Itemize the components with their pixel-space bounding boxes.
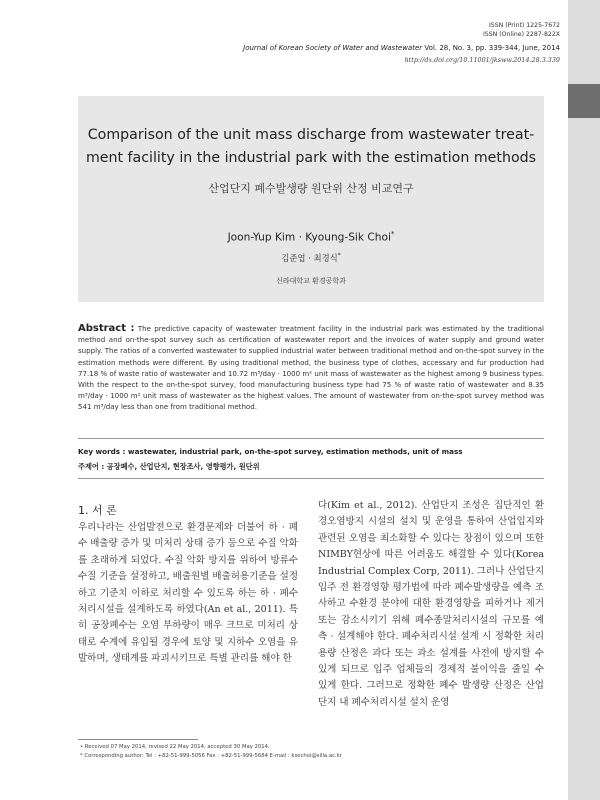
keywords-ko: 주제어 : 공장폐수, 산업단지, 현장조사, 영향평가, 원단위 [78,462,260,471]
corresponding-mark-en: * [390,230,395,238]
title-line-2: ment facility in the industrial park with the estimation methods [85,150,537,166]
footnote-divider [78,739,198,740]
body-left-column: 우리나라는 산업발전으로 환경문제와 더불어 하 · 폐수 배출량 증가 및 미처리 상태 증가 등으로 수질 악화를 초래하게 되었다. 수질 악화 방지를 위하여 방류수 수질 기준을 설정하고, 배출원별 배출허용기준을 설정하고 기준치 이하로 처리할 수 있도록 하는 하 · 폐수 처리시설을 설계하도록 하였다(An et al., 2011). 특히 공장폐수는 오염 부하량이 매우 크므로 미처리 상태로 수계에 유입될 경우에 토양 및 지하수 오염을 유발하며, 생태계를 파괴시키므로 특별 관리를 해야 한 [78,522,299,665]
issn-print: ISSN (Print) 1225-7672 [488,22,560,29]
divider-top [78,438,544,439]
journal-name: Journal of Korean Society of Water and Wastewater [243,44,423,52]
authors-en-text: Joon-Yup Kim · Kyoung-Sik Choi [227,231,391,244]
volume-info: Vol. 28, No. 3, pp. 339-344, June, 2014 [422,44,560,52]
affiliation: 신라대학교 환경공학과 [276,277,346,285]
doi-link[interactable]: http://dx.doi.org/10.11001/jksww.2014.28.3.339 [404,56,560,64]
keywords-en: Key words : wastewater, industrial park, on-the-spot survey, estimation methods, unit of mass [78,447,463,456]
authors-ko-text: 김준엽 · 최경식 [281,253,338,263]
margin-tab [568,84,600,118]
body-right-column: 다(Kim et al., 2012). 산업단지 조성은 집단적인 환경오염방지 시설의 설치 및 운영을 통하여 산업입지와 관련된 오염을 최소화할 수 있다는 장점이 있으며 또한 NIMBY현상에 따른 어려움도 해결할 수 있다(Korea Industrial Complex Corp, 2011). 그러나 산업단지 입주 전 환경영향 평가법에 따라 폐수발생량을 예측 조사하고 수환경 분야에 대한 환경영향을 피하거나 제거 또는 감소시키기 위해 폐수종말처리시설의 규모를 예측 · 설계해야 한다. 폐수처리시설 설계 시 정확한 처리용량 산정은 과다 또는 과소 설계를 사전에 방지할 수 있게 되므로 입주 업체들의 경제적 불이익을 줄일 수 있게 한다. 그러므로 정확한 폐수 발생량 산정은 산업 단지 내 폐수처리시설 설치 운영 [318,500,545,708]
footnote-received: • Received 07 May 2014, revised 22 May 2014, accepted 30 May 2014. [80,744,270,750]
authors-en [78,230,544,244]
paper-title-ko: 산업단지 폐수발생량 원단위 산정 비교연구 [208,182,414,195]
paper-title-en [78,124,544,170]
divider-bottom [78,478,544,479]
section-heading: 1. 서 론 [78,504,117,517]
issn-online: ISSN (Online) 2287-822X [482,31,560,38]
authors-ko [78,252,544,264]
footnote-author: * Corresponding author: Tel : +82-51-999-5056 Fax : +82-51-999-5684 E-mail : ksechoi@silla.ac.kr [80,753,342,759]
abstract-label: Abstract : [78,323,135,334]
journal-line [243,44,560,52]
margin-bar [568,0,600,800]
abstract [78,323,544,413]
title-line-1: Comparison of the unit mass discharge from wastewater treat- [87,127,535,143]
abstract-text: The predictive capacity of wastewater treatment facility in the industrial park was estimated by the traditional method and on-the-spot survey such as certification of wastewater report and the invoices of water supply and ground water supply. The ratios of a converted wastewater to supplied industrial water between traditional method and on-the-spot survey in the estimation methods were different. By using traditional method, the business type of clothes, accessary and fur production had 77.18 % of waste ratio of wastewater and 10.72 m³/day · 1000 m² unit mass of wastewater as the highest among 9 business types. With the respect to the on-the-spot survey, food manufacturing business type had 75 % of waste ratio of wastewater and 8.35 m³/day · 1000 m² unit mass of wastewater as the highest values. The amount of wastewater from on-the-spot survey method was 541 m³/day less than one from traditional method. [78,324,544,412]
corresponding-mark-ko: * [337,252,341,260]
